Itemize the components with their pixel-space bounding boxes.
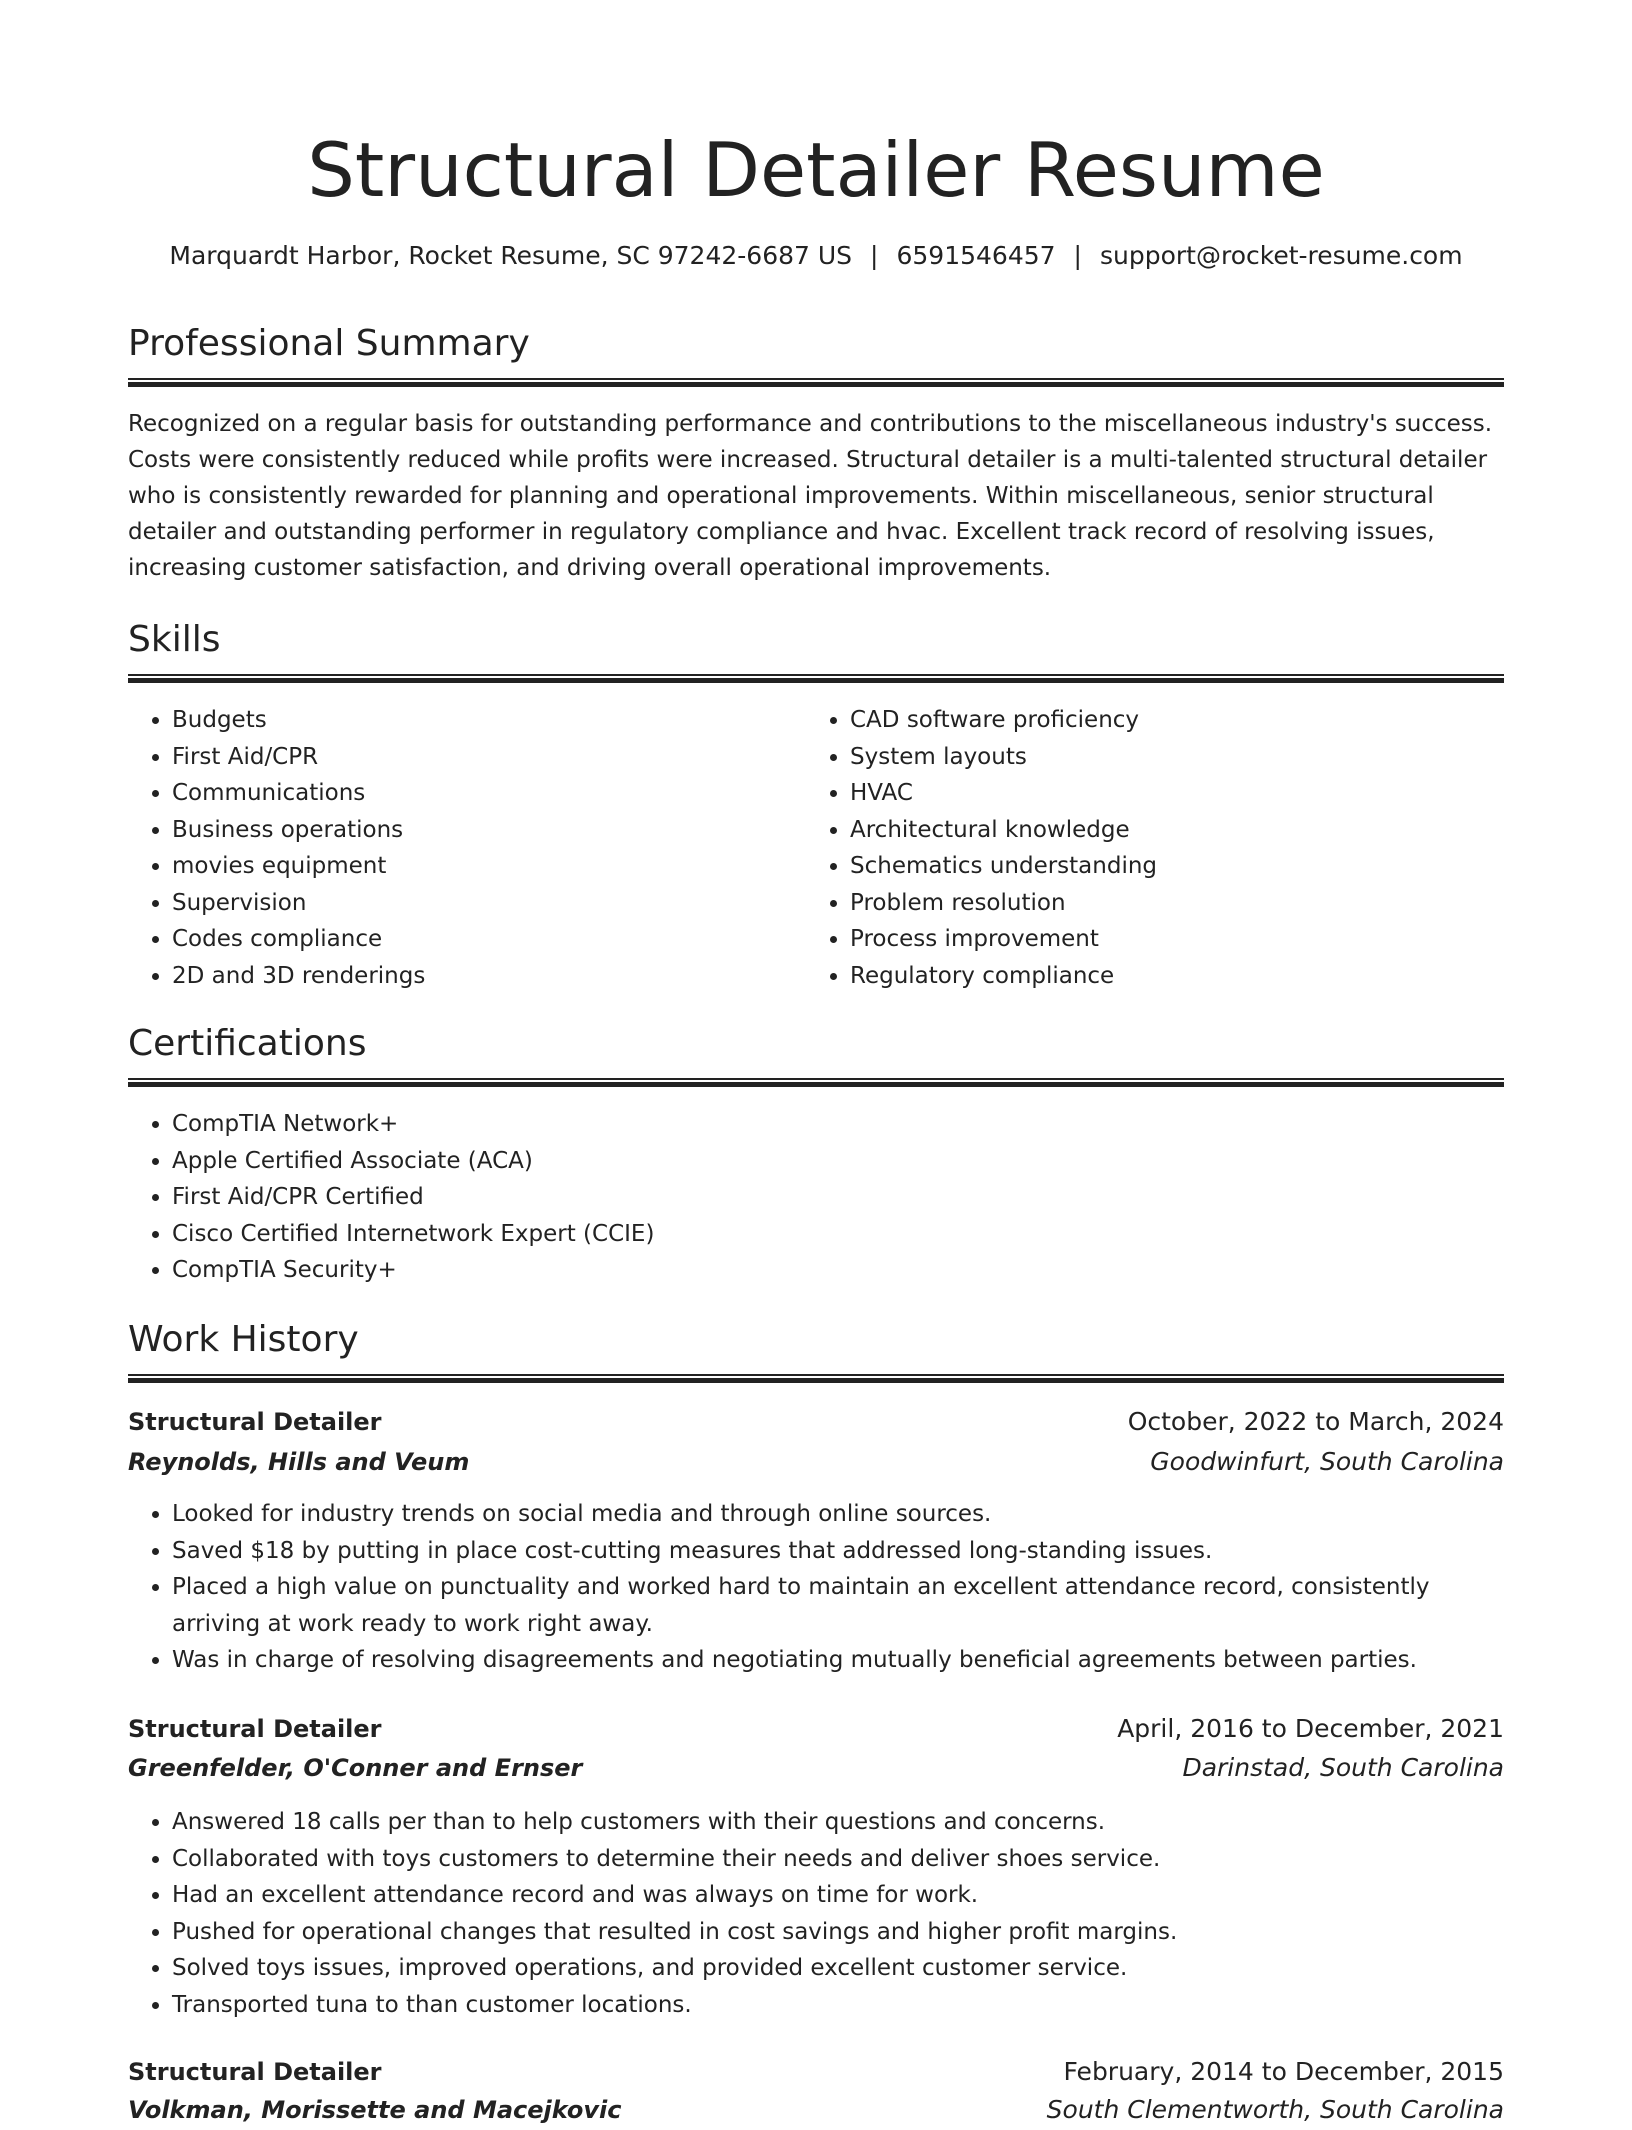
job-header <box>128 1709 1504 1749</box>
job-subheader <box>128 1748 1504 1788</box>
list-item: • HVAC <box>850 775 1500 812</box>
section-divider <box>128 1078 1504 1087</box>
job-bullets <box>128 1804 1504 2023</box>
list-item: • Problem resolution <box>850 885 1500 922</box>
job-bullets <box>128 1496 1504 1679</box>
list-item: • Solved toys issues, improved operations, and provided excellent customer service. <box>172 1950 1504 1987</box>
skills-section-header <box>128 614 1504 666</box>
contact-separator: | <box>870 241 879 270</box>
list-item: • Supervision <box>172 885 812 922</box>
job-location: South Clementworth, South Carolina <box>1046 2095 1504 2124</box>
list-item: • System layouts <box>850 739 1500 776</box>
job-location: Goodwinfurt, South Carolina <box>1150 1447 1504 1476</box>
contact-phone: 6591546457 <box>896 241 1056 270</box>
list-item: • movies equipment <box>172 848 812 885</box>
skills-list-left <box>128 702 812 994</box>
list-item: • Business operations <box>172 812 812 849</box>
job-company: Greenfelder, O'Conner and Ernser <box>128 1754 583 1782</box>
certifications-heading: Certifications <box>128 1023 367 1064</box>
certifications-section-header <box>128 1018 1504 1070</box>
job-header <box>128 1402 1504 1442</box>
contact-line <box>128 236 1504 276</box>
list-item: • Codes compliance <box>172 921 812 958</box>
summary-text: Recognized on a regular basis for outstanding performance and contributions to the miscellaneous industry's success. Costs were consistently reduced while profits were increased. Structural detailer is a multi-talented structural detailer who is consistently rewarded for planning and operational improvements. Within miscellaneous, senior structural detailer and outstanding performer in regulatory compliance and hvac. Excellent track record of resolving issues, increasing customer satisfaction, and driving overall operational improvements. <box>128 411 1493 581</box>
job-company: Volkman, Morissette and Macejkovic <box>128 2096 622 2124</box>
skills-list-right <box>806 702 1500 994</box>
work-section-header <box>128 1314 1504 1366</box>
job-title: Structural Detailer <box>128 2058 382 2086</box>
list-item: • First Aid/CPR Certified <box>172 1179 1502 1216</box>
job-subheader <box>128 2090 1504 2130</box>
list-item: • Budgets <box>172 702 812 739</box>
list-item: • Saved $18 by putting in place cost-cutting measures that addressed long-standing issues. <box>172 1533 1504 1570</box>
certifications-list <box>128 1106 1502 1289</box>
contact-email[interactable]: support@rocket-resume.com <box>1099 241 1463 270</box>
work-heading: Work History <box>128 1319 359 1360</box>
section-divider <box>128 378 1504 387</box>
summary-section-header <box>128 318 1504 370</box>
list-item: • Transported tuna to than customer locations. <box>172 1987 1504 2024</box>
contact-separator: | <box>1073 241 1082 270</box>
list-item: • Cisco Certified Internetwork Expert (CCIE) <box>172 1216 1502 1253</box>
job-company: Reynolds, Hills and Veum <box>128 1448 470 1476</box>
job-subheader <box>128 1442 1504 1482</box>
job-title: Structural Detailer <box>128 1408 382 1436</box>
list-item: • Process improvement <box>850 921 1500 958</box>
list-item: • Architectural knowledge <box>850 812 1500 849</box>
list-item: • Was in charge of resolving disagreements and negotiating mutually beneficial agreements between parties. <box>172 1642 1504 1679</box>
list-item: • Communications <box>172 775 812 812</box>
list-item: • First Aid/CPR <box>172 739 812 776</box>
skills-heading: Skills <box>128 619 221 660</box>
job-dates: February, 2014 to December, 2015 <box>1063 2057 1504 2086</box>
list-item: • Answered 18 calls per than to help customers with their questions and concerns. <box>172 1804 1504 1841</box>
section-divider <box>128 674 1504 683</box>
job-dates: October, 2022 to March, 2024 <box>1127 1407 1504 1436</box>
list-item: • 2D and 3D renderings <box>172 958 812 995</box>
job-title: Structural Detailer <box>128 1715 382 1743</box>
list-item: • Schematics understanding <box>850 848 1500 885</box>
list-item: • Pushed for operational changes that resulted in cost savings and higher profit margins. <box>172 1914 1504 1951</box>
list-item: • CAD software proficiency <box>850 702 1500 739</box>
job-dates: April, 2016 to December, 2021 <box>1117 1714 1504 1743</box>
section-divider <box>128 1374 1504 1383</box>
resume-title: Structural Detailer Resume <box>307 126 1325 214</box>
list-item: • Collaborated with toys customers to determine their needs and deliver shoes service. <box>172 1841 1504 1878</box>
list-item: • CompTIA Network+ <box>172 1106 1502 1143</box>
list-item: • Apple Certified Associate (ACA) <box>172 1143 1502 1180</box>
list-item: • Regulatory compliance <box>850 958 1500 995</box>
contact-address: Marquardt Harbor, Rocket Resume, SC 97242-6687 US <box>169 241 853 270</box>
list-item: • Had an excellent attendance record and was always on time for work. <box>172 1877 1504 1914</box>
list-item: • CompTIA Security+ <box>172 1252 1502 1289</box>
list-item: • Placed a high value on punctuality and worked hard to maintain an excellent attendance record, consistently arriving at work ready to work right away. <box>172 1569 1504 1642</box>
list-item: • Looked for industry trends on social media and through online sources. <box>172 1496 1504 1533</box>
job-header <box>128 2052 1504 2092</box>
summary-heading: Professional Summary <box>128 323 530 364</box>
job-location: Darinstad, South Carolina <box>1182 1753 1504 1782</box>
